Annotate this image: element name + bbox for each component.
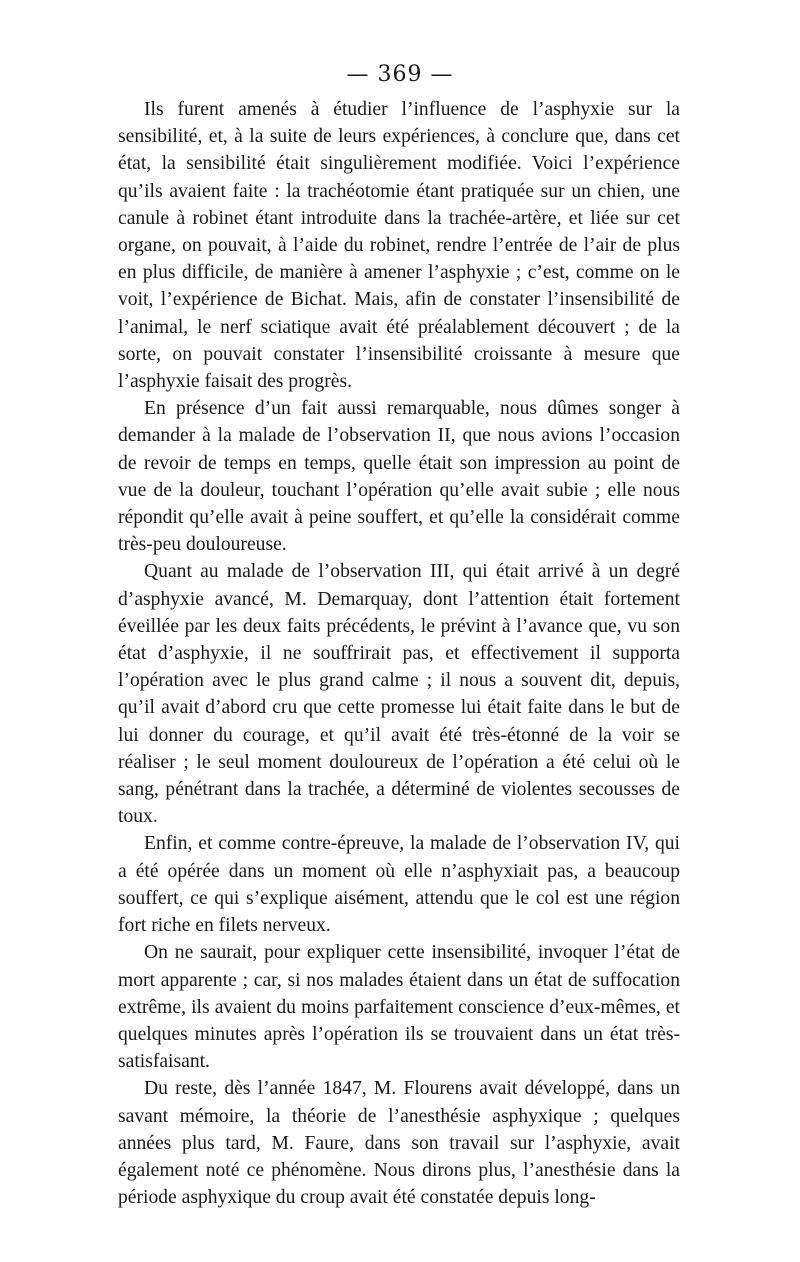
paragraph: Quant au malade de l’observation III, qui était arrivé à un degré d’asphyxie avancé, M. Demarquay, dont l’attention était fortement éveillée par les deux faits précédents, le prévint à l’avance que, vu son état d’asphyxie, il ne souffrirait pas, et effectivement il supporta l’opération avec le plus grand calme ; il nous a souvent dit, depuis, qu’il avait d’abord cru que cette promesse lui était faite dans le but de lui donner du courage, et qu’il avait été très-étonné de la voir se réaliser ; le seul moment douloureux de l’opération a été celui où le sang, pénétrant dans la trachée, a déterminé de violentes secousses de toux. <box>118 561 680 828</box>
paragraph: Enfin, et comme contre-épreuve, la malade de l’observation IV, qui a été opérée dans un moment où elle n’asphyxiait pas, a beaucoup souffert, ce qui s’explique aisément, attendu que le col est une région fort riche en filets nerveux. <box>118 833 680 937</box>
body-text <box>118 96 680 1211</box>
paragraph: Du reste, dès l’année 1847, M. Flourens avait développé, dans un savant mémoire, la théorie de l’anesthésie asphyxique ; quelques années plus tard, M. Faure, dans son travail sur l’asphyxie, avait également noté ce phénomène. Nous dirons plus, l’anesthésie dans la période asphyxique du croup avait été constatée depuis long- <box>118 1078 680 1209</box>
paragraph: En présence d’un fait aussi remarquable, nous dûmes songer à demander à la malade de l’observation II, que nous avions l’occasion de revoir de temps en temps, quelle était son impression au point de vue de la douleur, touchant l’opération qu’elle avait subie ; elle nous répondit qu’elle avait à peine souffert, et qu’elle la considérait comme très-peu douloureuse. <box>118 398 680 556</box>
page-number: — 369 — <box>346 62 454 87</box>
paragraph: Ils furent amenés à étudier l’influence de l’asphyxie sur la sensibilité, et, à la suite de leurs expériences, à conclure que, dans cet état, la sensibilité était singulièrement modifiée. Voici l’expérience qu’ils avaient faite : la trachéotomie étant pratiquée sur un chien, une canule à robinet étant introduite dans la trachée-artère, et liée sur cet organe, on pouvait, à l’aide du robinet, rendre l’entrée de l’air de plus en plus difficile, de manière à amener l’asphyxie ; c’est, comme on le voit, l’expérience de Bichat. Mais, afin de constater l’insensibilité de l’animal, le nerf sciatique avait été préalablement découvert ; de la sorte, on pouvait constater l’insensibilité croissante à mesure que l’asphyxie faisait des progrès. <box>118 99 680 393</box>
paragraph: On ne saurait, pour expliquer cette insensibilité, invoquer l’état de mort apparente ; car, si nos malades étaient dans un état de suffocation extrême, ils avaient du moins parfaitement conscience d’eux-mêmes, et quelques minutes après l’opération ils se trouvaient dans un état très-satisfaisant. <box>118 942 680 1073</box>
